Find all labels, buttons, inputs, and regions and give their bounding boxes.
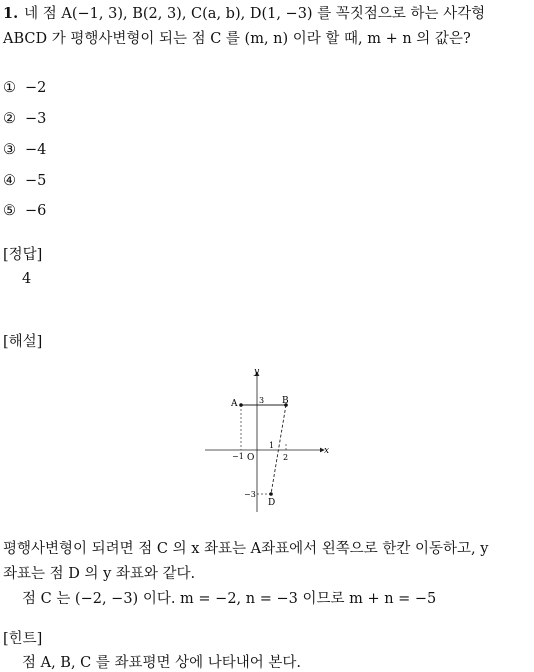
option-4-value: −5 (25, 173, 47, 189)
option-4-mark: ④ (3, 173, 16, 189)
explanation-text-2: 좌표는 점 D 의 y 좌표와 같다. (3, 566, 196, 582)
point-a-dot (239, 403, 243, 407)
explanation-text-3: 점 C 는 (−2, −3) 이다. m = −2, n = −3 이므로 m + n = −5 (22, 591, 437, 607)
point-b-label: B (282, 396, 289, 406)
option-2[interactable] (3, 111, 46, 127)
question-text-1: 네 점 A(−1, 3), B(2, 3), C(a, b), D(1, −3) 를 꼭짓점으로 하는 사각형 (24, 6, 486, 22)
point-a-label: A (231, 399, 238, 409)
option-2-value: −3 (25, 111, 47, 127)
tick-label-3: 3 (259, 396, 265, 405)
option-5[interactable] (3, 203, 46, 219)
option-3-mark: ③ (3, 142, 16, 158)
tick-label-neg3: −3 (244, 490, 256, 499)
hint-text: 점 A, B, C 를 좌표평면 상에 나타내어 본다. (22, 655, 302, 671)
point-d-dot (269, 492, 273, 496)
answer-label: [정답] (3, 247, 43, 263)
question-text-2: ABCD 가 평행사변형이 되는 점 C 를 (m, n) 이라 할 때, m + n 의 값은? (3, 31, 471, 47)
point-d-label: D (268, 498, 276, 508)
explanation-label: [해설] (3, 334, 43, 350)
coordinate-graph (200, 362, 335, 517)
option-2-mark: ② (3, 111, 16, 127)
answer-value: 4 (22, 271, 32, 287)
origin-label: O (247, 453, 255, 463)
option-5-mark: ⑤ (3, 203, 16, 219)
tick-label-2: 2 (283, 453, 289, 462)
tick-label-neg1: −1 (232, 452, 244, 461)
option-1-mark: ① (3, 80, 16, 96)
question-number: 1. (3, 5, 19, 22)
option-1-value: −2 (25, 80, 47, 96)
option-4[interactable] (3, 173, 46, 189)
option-3[interactable] (3, 142, 46, 158)
question-line-1 (3, 2, 485, 23)
option-1[interactable] (3, 80, 46, 96)
hint-label: [힌트] (3, 631, 43, 647)
option-5-value: −6 (25, 203, 47, 219)
x-axis-label: x (324, 446, 330, 456)
tick-label-1: 1 (269, 441, 275, 450)
y-axis-label: y (254, 367, 260, 377)
explanation-text-1: 평행사변형이 되려면 점 C 의 x 좌표는 A좌표에서 왼쪽으로 한칸 이동하고, y (3, 541, 489, 557)
option-3-value: −4 (25, 142, 47, 158)
